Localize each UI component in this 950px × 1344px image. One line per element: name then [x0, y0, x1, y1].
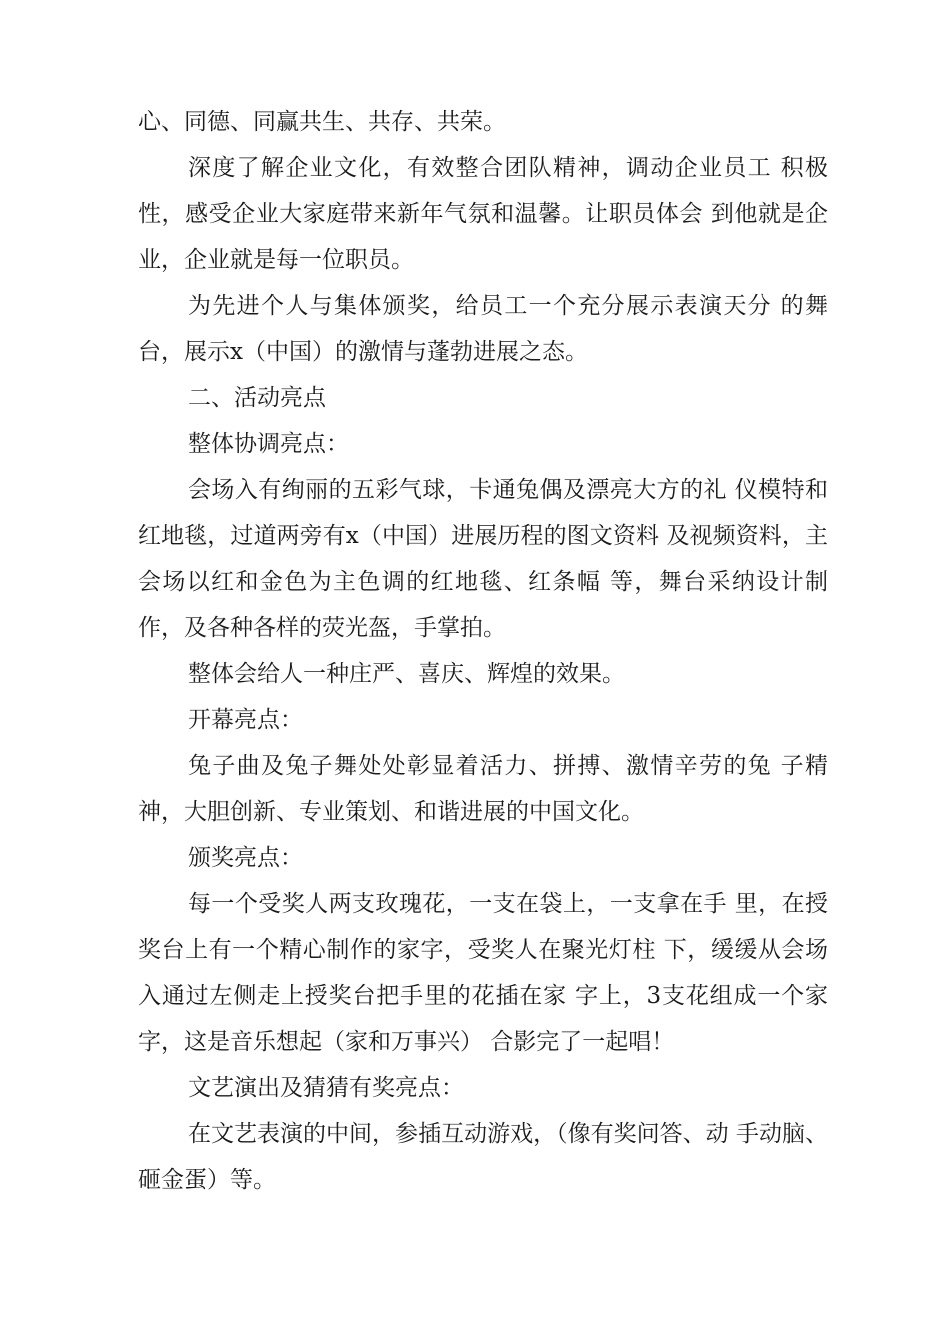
paragraph-opening: 兔子曲及兔子舞处处彰显着活力、拼搏、激情辛劳的兔 子精神，大胆创新、专业策划、和谐进展的中国文化。 [138, 753, 828, 825]
paragraph-awards: 每一个受奖人两支玫瑰花，一支在袋上，一支拿在手 里，在授奖台上有一个精心制作的家字，受奖人在聚光灯柱 下，缓缓从会场入通过左侧走上授奖台把手里的花插在家 字上，3支花组成一个家字，这是音乐想起（家和万事兴） 合影完了一起唱！ [138, 891, 828, 1055]
document-body [138, 99, 828, 1203]
subheading-awards: 颁奖亮点： [188, 845, 303, 871]
paragraph-1: 心、同德、同赢共生、共存、共荣。 [138, 109, 506, 135]
subheading-opening: 开幕亮点： [188, 707, 303, 733]
section-heading: 二、活动亮点 [188, 385, 326, 411]
paragraph-performance: 在文艺表演的中间，参插互动游戏，（像有奖问答、动 手动脑、砸金蛋）等。 [138, 1121, 828, 1193]
subheading-overall: 整体协调亮点： [188, 431, 349, 457]
paragraph-2: 深度了解企业文化，有效整合团队精神，调动企业员工 积极性，感受企业大家庭带来新年气氛和温馨。让职员体会 到他就是企业，企业就是每一位职员。 [138, 155, 828, 273]
subheading-performance: 文艺演出及猜猜有奖亮点： [188, 1075, 464, 1101]
paragraph-venue: 会场入有绚丽的五彩气球，卡通兔偶及漂亮大方的礼 仪模特和红地毯，过道两旁有x（中国）进展历程的图文资料 及视频资料，主会场以红和金色为主色调的红地毯、红条幅 等，舞台采纳设计制作，及各种各样的荧光盔，手掌拍。 [138, 477, 828, 641]
paragraph-effect: 整体会给人一种庄严、喜庆、辉煌的效果。 [188, 661, 625, 687]
paragraph-3: 为先进个人与集体颁奖，给员工一个充分展示表演天分 的舞台，展示x（中国）的激情与蓬勃进展之态。 [138, 293, 828, 365]
